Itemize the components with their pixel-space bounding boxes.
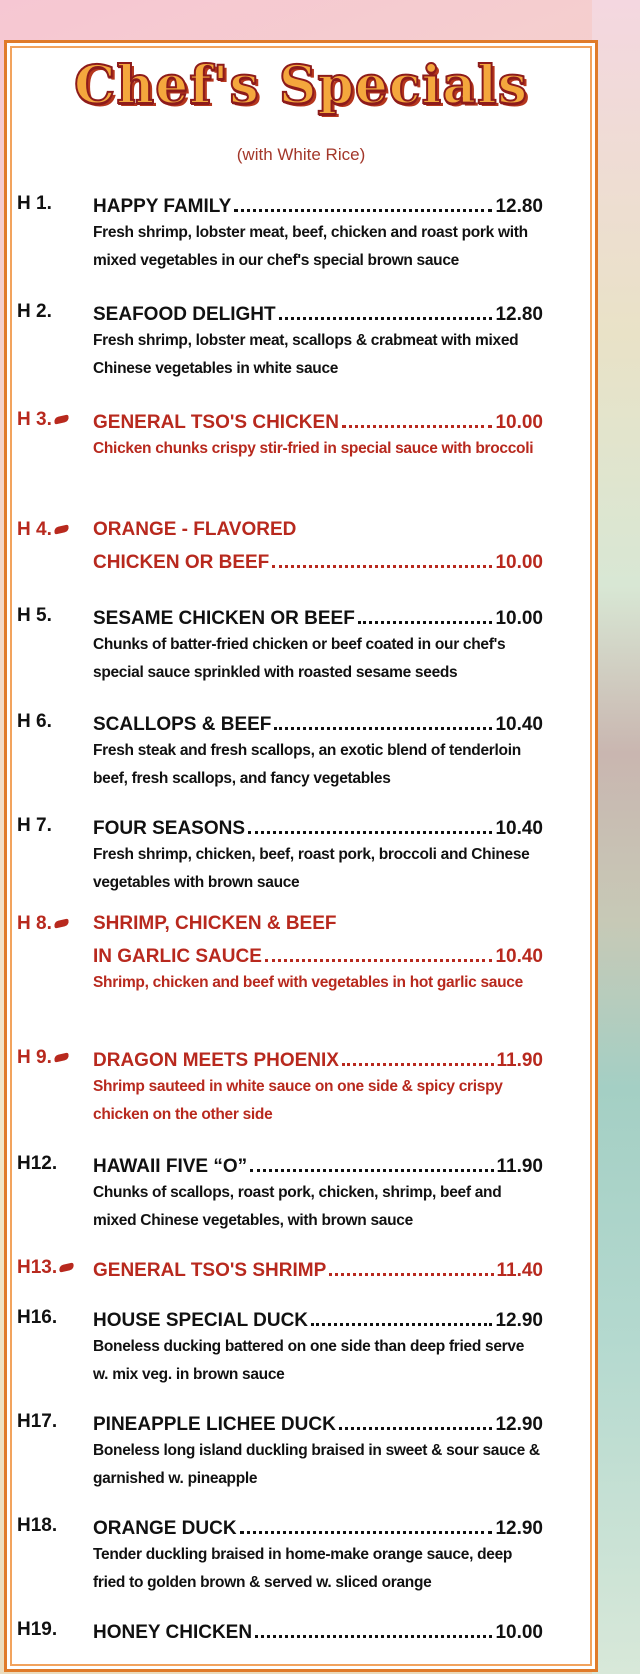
dot-leader (311, 1307, 492, 1326)
item-description: Shrimp, chicken and beef with vegetables in hot garlic sauce (93, 974, 523, 991)
item-description: Chicken chunks crispy stir-fried in special sauce with broccoli (93, 440, 534, 457)
dot-leader (248, 815, 492, 834)
item-price: 10.00 (495, 1622, 543, 1643)
item-code: H 4. (17, 519, 69, 541)
dot-leader (358, 605, 493, 624)
background-decoration (592, 0, 640, 1674)
menu-panel (4, 40, 598, 1672)
item-code: H19. (17, 1619, 58, 1640)
item-code: H12. (17, 1153, 58, 1174)
page-subtitle: (with White Rice) (236, 145, 366, 164)
item-price: 10.40 (495, 946, 543, 967)
item-description: Fresh shrimp, chicken, beef, roast pork, broccoli and Chinese vegetables with brown sauce (93, 846, 530, 891)
dot-leader (250, 1153, 493, 1172)
item-name: IN GARLIC SAUCE (93, 946, 262, 967)
item-code: H16. (17, 1307, 58, 1328)
item-name: HOUSE SPECIAL DUCK (93, 1310, 309, 1331)
dot-leader (274, 711, 492, 730)
item-name-line (93, 301, 543, 325)
item-code: H13. (17, 1257, 74, 1279)
item-name-line (93, 1515, 543, 1539)
item-code: H17. (17, 1411, 58, 1432)
item-code: H 9. (17, 1047, 69, 1069)
dot-leader (342, 409, 493, 428)
page-title: Chef's Specials (73, 55, 529, 116)
item-name-line (93, 1619, 543, 1643)
item-price: 11.90 (496, 1156, 543, 1177)
item-name-line (93, 519, 543, 543)
item-name: ORANGE DUCK (93, 1518, 237, 1539)
hot-pepper-icon (53, 415, 69, 425)
dot-leader (240, 1515, 493, 1534)
item-price: 10.40 (495, 818, 543, 839)
dot-leader (265, 943, 493, 962)
item-name: HAWAII FIVE “O” (93, 1156, 248, 1177)
item-name-line1: SHRIMP, CHICKEN & BEEF (93, 913, 337, 934)
item-name-line (93, 1307, 543, 1331)
item-description: Tender duckling braised in home-make orange sauce, deep fried to golden brown & served w. sliced orange (93, 1546, 513, 1591)
item-price: 10.00 (495, 412, 543, 433)
item-name: CHICKEN OR BEEF (93, 552, 270, 573)
dot-leader (342, 1047, 494, 1066)
item-code: H 2. (17, 301, 52, 322)
hot-pepper-icon (53, 919, 69, 929)
item-description: Shrimp sauteed in white sauce on one side & spicy crispy chicken on the other side (93, 1078, 503, 1123)
item-price: 12.90 (495, 1310, 543, 1331)
item-name-line1: ORANGE - FLAVORED (93, 519, 297, 540)
item-description: Fresh shrimp, lobster meat, beef, chicken and roast pork with mixed vegetables in our chef's special brown sauce (93, 224, 528, 269)
item-price: 12.90 (495, 1518, 543, 1539)
hot-pepper-icon (53, 1053, 69, 1063)
item-name-line (93, 943, 543, 967)
item-code: H18. (17, 1515, 58, 1536)
item-code: H 5. (17, 605, 52, 626)
item-name-line (93, 193, 543, 217)
item-name-line (93, 1153, 543, 1177)
item-name-line (93, 1411, 543, 1435)
item-price: 10.00 (495, 552, 543, 573)
item-price: 11.40 (496, 1260, 543, 1281)
item-name-line (93, 605, 543, 629)
item-code: H 1. (17, 193, 52, 214)
item-description: Fresh shrimp, lobster meat, scallops & crabmeat with mixed Chinese vegetables in white sauce (93, 332, 519, 377)
item-name: PINEAPPLE LICHEE DUCK (93, 1414, 336, 1435)
item-name: SCALLOPS & BEEF (93, 714, 272, 735)
item-code: H 3. (17, 409, 69, 431)
item-code: H 7. (17, 815, 52, 836)
hot-pepper-icon (59, 1263, 75, 1273)
item-price: 12.80 (495, 196, 543, 217)
dot-leader (339, 1411, 493, 1430)
item-name-line (93, 549, 543, 573)
item-description: Boneless long island duckling braised in sweet & sour sauce & garnished w. pineapple (93, 1442, 540, 1487)
item-name-line (93, 1047, 543, 1071)
item-name: SESAME CHICKEN OR BEEF (93, 608, 355, 629)
item-name: FOUR SEASONS (93, 818, 246, 839)
item-name-line (93, 711, 543, 735)
item-name: DRAGON MEETS PHOENIX (93, 1050, 339, 1071)
item-name-line (93, 409, 543, 433)
item-price: 12.80 (495, 304, 543, 325)
item-name: GENERAL TSO'S CHICKEN (93, 412, 339, 433)
item-description: Boneless ducking battered on one side than deep fried serve w. mix veg. in brown sauce (93, 1338, 525, 1383)
dot-leader (234, 193, 492, 212)
dot-leader (279, 301, 493, 320)
item-code: H 6. (17, 711, 52, 732)
item-price: 12.90 (495, 1414, 543, 1435)
item-name: HAPPY FAMILY (93, 196, 232, 217)
item-name: GENERAL TSO'S SHRIMP (93, 1260, 327, 1281)
item-description: Fresh steak and fresh scallops, an exotic blend of tenderloin beef, fresh scallops, and fancy vegetables (93, 742, 521, 787)
item-name-line (93, 913, 543, 937)
hot-pepper-icon (53, 525, 69, 535)
dot-leader (272, 549, 492, 568)
item-description: Chunks of scallops, roast pork, chicken, shrimp, beef and mixed Chinese vegetables, with brown sauce (93, 1184, 502, 1229)
item-name: HONEY CHICKEN (93, 1622, 253, 1643)
item-name-line (93, 815, 543, 839)
item-description: Chunks of batter-fried chicken or beef coated in our chef's special sauce sprinkled with roasted sesame seeds (93, 636, 506, 681)
item-name-line (93, 1257, 543, 1281)
item-code: H 8. (17, 913, 69, 935)
item-name: SEAFOOD DELIGHT (93, 304, 276, 325)
item-price: 10.00 (495, 608, 543, 629)
item-price: 11.90 (496, 1050, 543, 1071)
item-price: 10.40 (495, 714, 543, 735)
dot-leader (329, 1257, 493, 1276)
dot-leader (255, 1619, 492, 1638)
